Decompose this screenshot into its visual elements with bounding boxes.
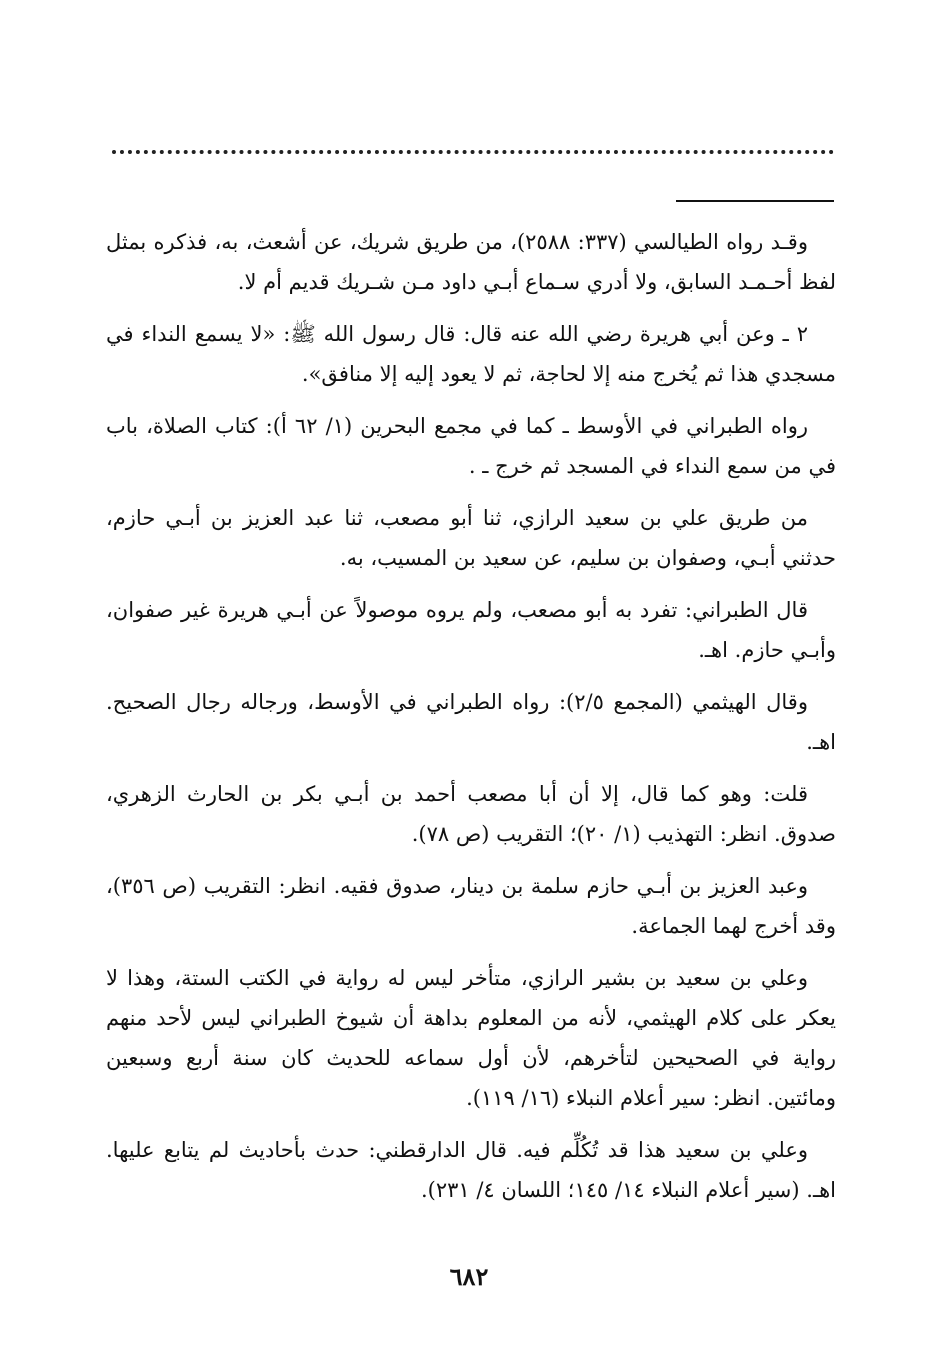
paragraph: وعبد العزيز بن أبـي حازم سلمة بن دينار، صدوق فقيه. انظر: التقريب (ص ٣٥٦)، وقد أخرج لهما الجماعة.: [106, 874, 836, 938]
page-number: ٦٨٢: [449, 1262, 489, 1291]
paragraph: قلت: وهو كما قال، إلا أن أبا مصعب أحمد بن أبـي بكر بن الحارث الزهري، صدوق. انظر: التهذيب (١/ ٢٠)؛ التقريب (ص ٧٨).: [106, 782, 836, 846]
paragraph: وقال الهيثمي (المجمع ٢/٥): رواه الطبراني في الأوسط، ورجاله رجال الصحيح. اهـ.: [106, 690, 836, 754]
footnote-rule: [676, 200, 834, 202]
paragraph: رواه الطبراني في الأوسط ـ كما في مجمع البحرين (١/ ٦٢ أ): كتاب الصلاة، باب في من سمع النداء في المسجد ثم خرج ـ .: [106, 414, 836, 478]
paragraph: قال الطبراني: تفرد به أبو مصعب، ولم يروه موصولاً عن أبـي هريرة غير صفوان، وأبـي حازم. اهـ.: [106, 598, 836, 662]
paragraph: ٢ ـ وعن أبي هريرة رضي الله عنه قال: قال رسول الله ﷺ: «لا يسمع النداء في مسجدي هذا ثم يُخرج منه إلا لحاجة، ثم لا يعود إليه إلا منافق».: [106, 322, 836, 386]
paragraph: وعلي بن سعيد بن بشير الرازي، متأخر ليس له رواية في الكتب الستة، وهذا لا يعكر على كلام الهيثمي، لأنه من المعلوم بداهة أن شيوخ الطبراني ليس لأحد منهم رواية في الصحيحين لتأخرهم، لأن أول سماعه للحديث كان سنة أربع وسبعين ومائتين. انظر: سير أعلام النبلاء (١٦/ ١١٩).: [106, 966, 836, 1110]
paragraph: وقـد رواه الطيالسي (٣٣٧: ٢٥٨٨)، من طريق شريك، عن أشعث، به، فذكره بمثل لفظ أحـمـد السابق، ولا أدري سـماع أبـي داود مـن شـريك قديم أم لا.: [106, 230, 836, 294]
dotted-separator: [112, 150, 834, 154]
body-text: [106, 222, 836, 1222]
paragraph: وعلي بن سعيد هذا قد تُكُلِّم فيه. قال الدارقطني: حدث بأحاديث لم يتابع عليها. اهـ. (سير أعلام النبلاء ١٤/ ١٤٥؛ اللسان ٤/ ٢٣١).: [106, 1138, 836, 1202]
paragraph: من طريق علي بن سعيد الرازي، ثنا أبو مصعب، ثنا عبد العزيز بن أبـي حازم، حدثني أبـي، وصفوان بن سليم، عن سعيد بن المسيب، به.: [106, 506, 836, 570]
